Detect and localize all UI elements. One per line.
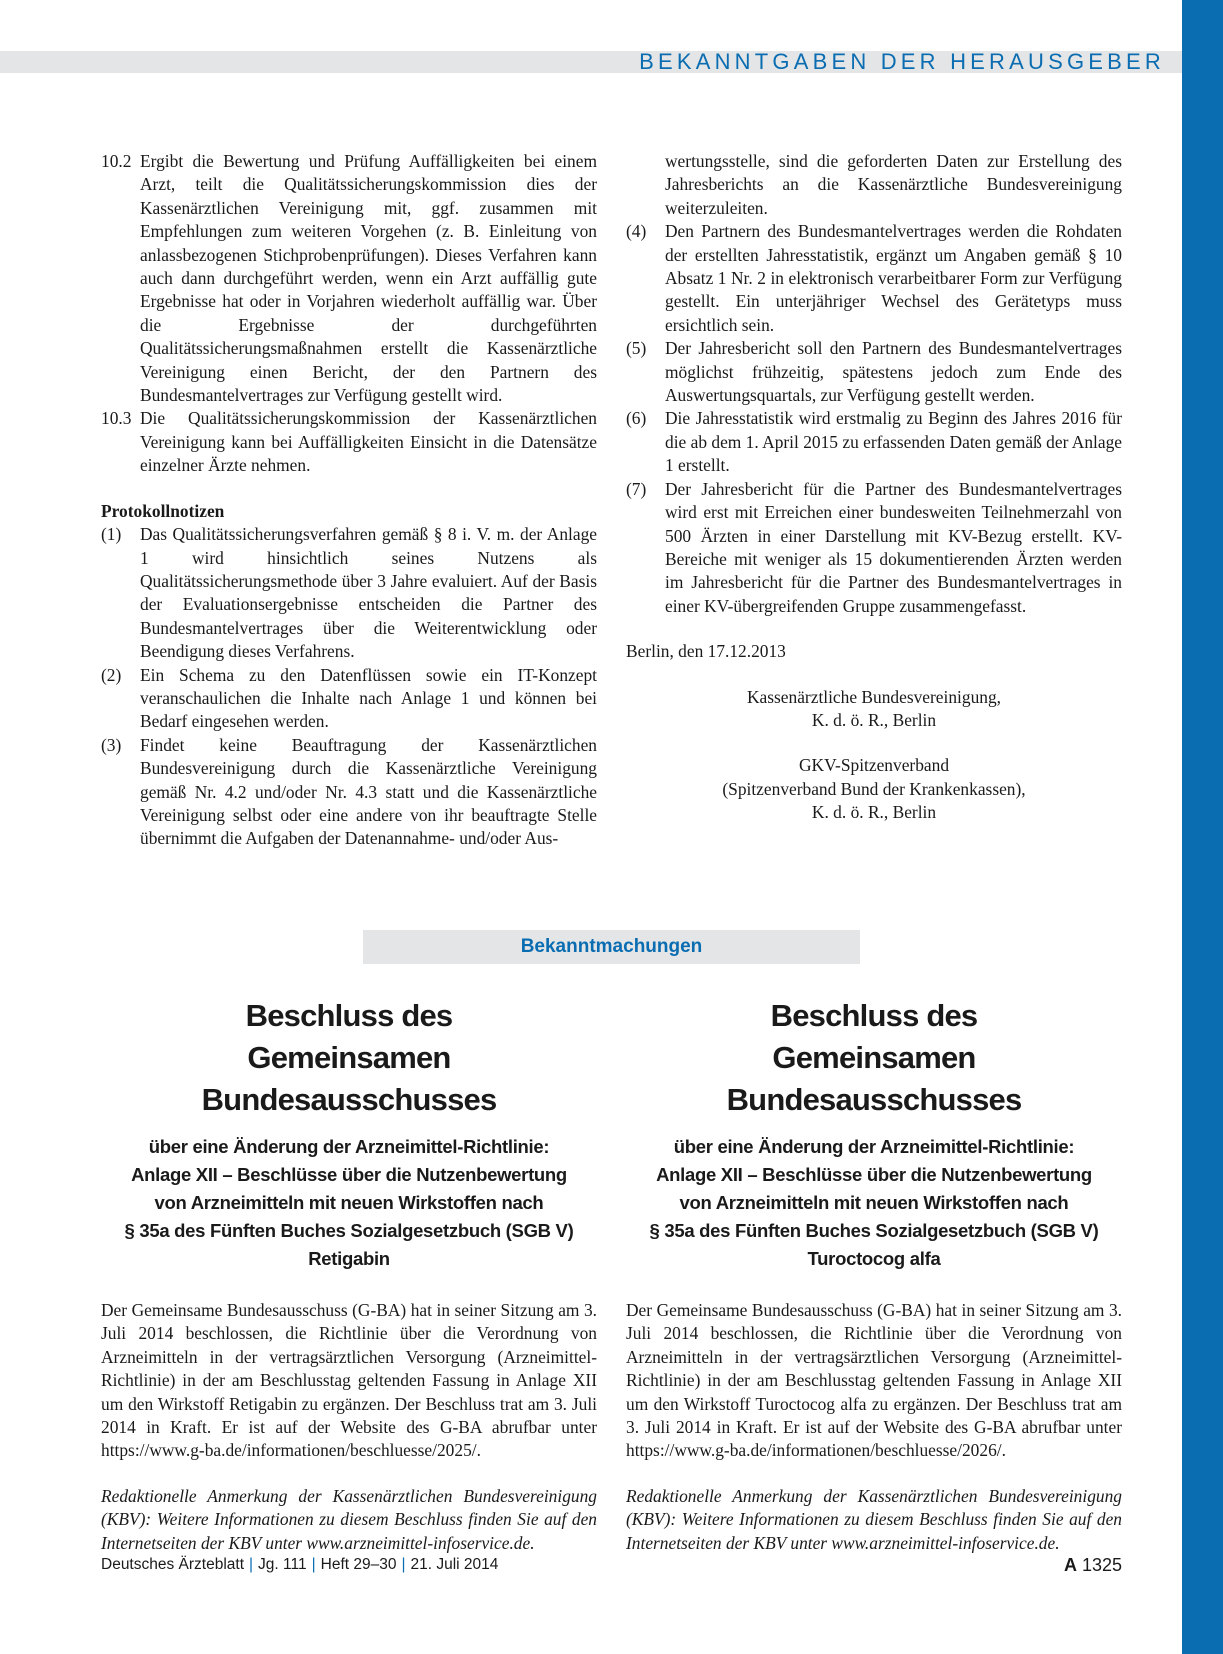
notice-title xyxy=(626,995,1122,1121)
protokoll-heading: Protokollnotizen xyxy=(101,500,225,521)
separator: | xyxy=(249,1556,254,1573)
signatory-gkv xyxy=(626,754,1122,824)
page-prefix: A xyxy=(1063,1555,1077,1575)
item-number: (2) xyxy=(101,664,122,685)
section-header-title: BEKANNTGABEN DER HERAUSGEBER xyxy=(639,49,1165,74)
item-number: (6) xyxy=(626,408,647,429)
signatory-line: GKV-Spitzenverband xyxy=(798,755,950,776)
item-number: (7) xyxy=(626,478,647,499)
list-item xyxy=(626,337,1122,407)
journal-volume: Jg. 111 xyxy=(258,1556,307,1573)
notice-substance: Turoctocog alfa xyxy=(807,1248,941,1269)
continuation-text: wertungsstelle, sind die geforderten Daten zur Erstellung des Jahresberichts an die Kassenärztliche Bundesvereinigung weiterzuleiten. xyxy=(665,151,1122,218)
item-text: Die Jahresstatistik wird erstmalig zu Beginn des Jahres 2016 für die ab dem 1. April 2015 zu erfassenden Daten gemäß der Anlage 1 erstellt. xyxy=(665,408,1122,476)
notice-substance: Retigabin xyxy=(308,1248,390,1269)
notice-subtitle xyxy=(101,1133,597,1273)
item-number: 10.3 xyxy=(101,408,132,429)
list-item xyxy=(101,664,597,734)
left-column xyxy=(101,150,597,851)
list-item xyxy=(101,150,597,407)
notice-subtitle-line: § 35a des Fünften Buches Sozialgesetzbuch (SGB V) xyxy=(649,1220,1099,1241)
item-text: Das Qualitätssicherungsverfahren gemäß § 8 i. V. m. der Anlage 1 wird hinsichtlich seines Nutzens als Qualitätssicherungsmethode über 3 Jahre evaluiert. Auf der Basis der Evaluationsergebnisse entscheiden die Partner des Bundesmantelvertrages über die Weiterentwicklung oder Beendigung dieses Verfahrens. xyxy=(140,524,597,662)
separator: | xyxy=(311,1556,316,1573)
notice-subtitle-line: Anlage XII – Beschlüsse über die Nutzenbewertung xyxy=(131,1164,567,1185)
date-line: Berlin, den 17.12.2013 xyxy=(626,641,786,662)
notice-editorial-note: Redaktionelle Anmerkung der Kassenärztlichen Bundesvereinigung (KBV): Weitere Informationen zu diesem Beschluss finden Sie auf den Internetseiten der KBV unter www.arzneimittel-infoservice.de. xyxy=(101,1485,597,1553)
list-item xyxy=(101,523,597,663)
bekanntmachungen-band: Bekanntmachungen xyxy=(363,930,860,964)
item-text: Ergibt die Bewertung und Prüfung Auffälligkeiten bei einem Arzt, teilt die Qualitätssicherungskommission dies der Kassenärztlichen Vereinigung mit, ggf. zusammen mit Empfehlungen zum weiteren Vorgehen (z. B. Einleitung von anlassbezogenen Stichprobenprüfungen). Dieses Verfahren kann auch dann durchgeführt werden, wenn ein Arzt auffällig gute Ergebnisse hat oder in Vorjahren wiederholt auffällig war. Über die Ergebnisse der durchgeführten Qualitätssicherungsmaßnahmen erstellt die Kassenärztliche Vereinigung einen Bericht, der den Partnern des Bundesmantelvertrages zur Verfügung gestellt wird. xyxy=(140,151,597,406)
notice-title-line: Beschluss des xyxy=(770,998,978,1033)
notice-retigabin xyxy=(101,995,597,1555)
item-text: Findet keine Beauftragung der Kassenärztlichen Bundesvereinigung durch die Kassenärztliche Vereinigung gemäß Nr. 4.2 und/oder Nr. 4.3 statt und die Kassenärztliche Vereinigung selbst oder eine andere von ihr beauftragte Stelle übernimmt die Aufgaben der Datenannahme- und/oder Aus- xyxy=(140,734,597,849)
item-text: Ein Schema zu den Datenflüssen sowie ein IT-Konzept veranschaulichen die Inhalte nach Anlage 1 und können bei Bedarf eingesehen werden. xyxy=(140,664,597,732)
item-number: (3) xyxy=(101,734,122,755)
notice-subtitle-line: über eine Änderung der Arzneimittel-Richtlinie: xyxy=(148,1136,550,1157)
notice-subtitle-line: von Arzneimitteln mit neuen Wirkstoffen nach xyxy=(679,1192,1069,1213)
list-item xyxy=(101,407,597,477)
item-text: Die Qualitätssicherungskommission der Kassenärztlichen Vereinigung kann bei Auffälligkeiten Einsicht in die Datensätze einzelner Ärzte nehmen. xyxy=(140,408,597,476)
notice-turoctocog xyxy=(626,995,1122,1555)
notice-body: Der Gemeinsame Bundesausschuss (G-BA) hat in seiner Sitzung am 3. Juli 2014 beschlossen, die Richtlinie über die Verordnung von Arzneimitteln in der vertragsärztlichen Versorgung (Arzneimittel-Richtlinie) in der am Beschlusstag geltenden Fassung in Anlage XII um den Wirkstoff Retigabin zu ergänzen. Der Beschluss trat am 3. Juli 2014 in Kraft. Er ist auf der Website des G-BA abrufbar unter https://www.g-ba.de/informationen/beschluesse/2025/. xyxy=(101,1300,597,1461)
page-number xyxy=(1064,1553,1122,1577)
notice-title-line: Gemeinsamen Bundesausschusses xyxy=(726,1040,1022,1117)
page-footer xyxy=(101,1553,1122,1577)
signatory-kbv xyxy=(626,686,1122,733)
item-number: 10.2 xyxy=(101,151,132,171)
journal-name: Deutsches Ärzteblatt xyxy=(101,1556,245,1573)
item-text: Der Jahresbericht für die Partner des Bundesmantelvertrages wird erst mit Erreichen einer bundesweiten Teilnehmerzahl von 500 Ärzten in einer Darstellung mit KV-Bezug erstellt. KV-Bereiche mit weniger als 15 dokumentierenden Ärzten werden im Jahresbericht für die Partner des Bundesmantelvertrages in einer KV-übergreifenden Gruppe zusammengefasst. xyxy=(665,478,1122,616)
journal-date: 21. Juli 2014 xyxy=(410,1556,499,1573)
list-item xyxy=(626,220,1122,337)
signatory-line: K. d. ö. R., Berlin xyxy=(811,802,937,823)
notice-title-line: Beschluss des xyxy=(245,998,453,1033)
item-number: (1) xyxy=(101,524,122,545)
right-column xyxy=(626,150,1122,825)
notice-subtitle xyxy=(626,1133,1122,1273)
list-item xyxy=(626,407,1122,477)
notice-subtitle-line: von Arzneimitteln mit neuen Wirkstoffen nach xyxy=(154,1192,544,1213)
signatory-line: (Spitzenverband Bund der Krankenkassen), xyxy=(722,778,1026,799)
notice-subtitle-line: über eine Änderung der Arzneimittel-Richtlinie: xyxy=(673,1136,1075,1157)
notice-editorial-note: Redaktionelle Anmerkung der Kassenärztlichen Bundesvereinigung (KBV): Weitere Informationen zu diesem Beschluss finden Sie auf den Internetseiten der KBV unter www.arzneimittel-infoservice.de. xyxy=(626,1485,1122,1553)
page-number-value: 1325 xyxy=(1081,1555,1122,1575)
signatory-line: K. d. ö. R., Berlin xyxy=(811,709,937,730)
notice-title-line: Gemeinsamen Bundesausschusses xyxy=(201,1040,497,1117)
notice-subtitle-line: Anlage XII – Beschlüsse über die Nutzenbewertung xyxy=(656,1164,1092,1185)
journal-citation xyxy=(101,1553,498,1577)
item-number: (4) xyxy=(626,221,647,242)
notice-title xyxy=(101,995,597,1121)
item-text: Der Jahresbericht soll den Partnern des Bundesmantelvertrages möglichst frühzeitig, spätestens jedoch zum Ende des Auswertungsquartals, zur Verfügung gestellt werden. xyxy=(665,338,1122,406)
item-text: Den Partnern des Bundesmantelvertrages werden die Rohdaten der erstellten Jahresstatistik, ergänzt um Angaben gemäß § 10 Absatz 1 Nr. 2 in elektronisch verarbeitbarer Form zur Verfügung gestellt. Ein unterjähriger Wechsel des Gerätetyps muss ersichtlich sein. xyxy=(665,221,1122,335)
signatory-line: Kassenärztliche Bundesvereinigung, xyxy=(746,686,1001,707)
list-item xyxy=(101,734,597,851)
side-color-bar xyxy=(1182,0,1223,1654)
journal-issue: Heft 29–30 xyxy=(320,1556,397,1573)
separator: | xyxy=(401,1556,406,1573)
item-number: (5) xyxy=(626,338,647,359)
notice-body: Der Gemeinsame Bundesausschuss (G-BA) hat in seiner Sitzung am 3. Juli 2014 beschlossen, die Richtlinie über die Verordnung von Arzneimitteln in der vertragsärztlichen Versorgung (Arzneimittel-Richtlinie) in der am Beschlusstag geltenden Fassung in Anlage XII um den Wirkstoff Turoctocog alfa zu ergänzen. Der Beschluss trat am 3. Juli 2014 in Kraft. Er ist auf der Website des G-BA abrufbar unter https://www.g-ba.de/informationen/beschluesse/2026/. xyxy=(626,1300,1122,1461)
notice-subtitle-line: § 35a des Fünften Buches Sozialgesetzbuch (SGB V) xyxy=(124,1220,574,1241)
list-item xyxy=(626,478,1122,618)
